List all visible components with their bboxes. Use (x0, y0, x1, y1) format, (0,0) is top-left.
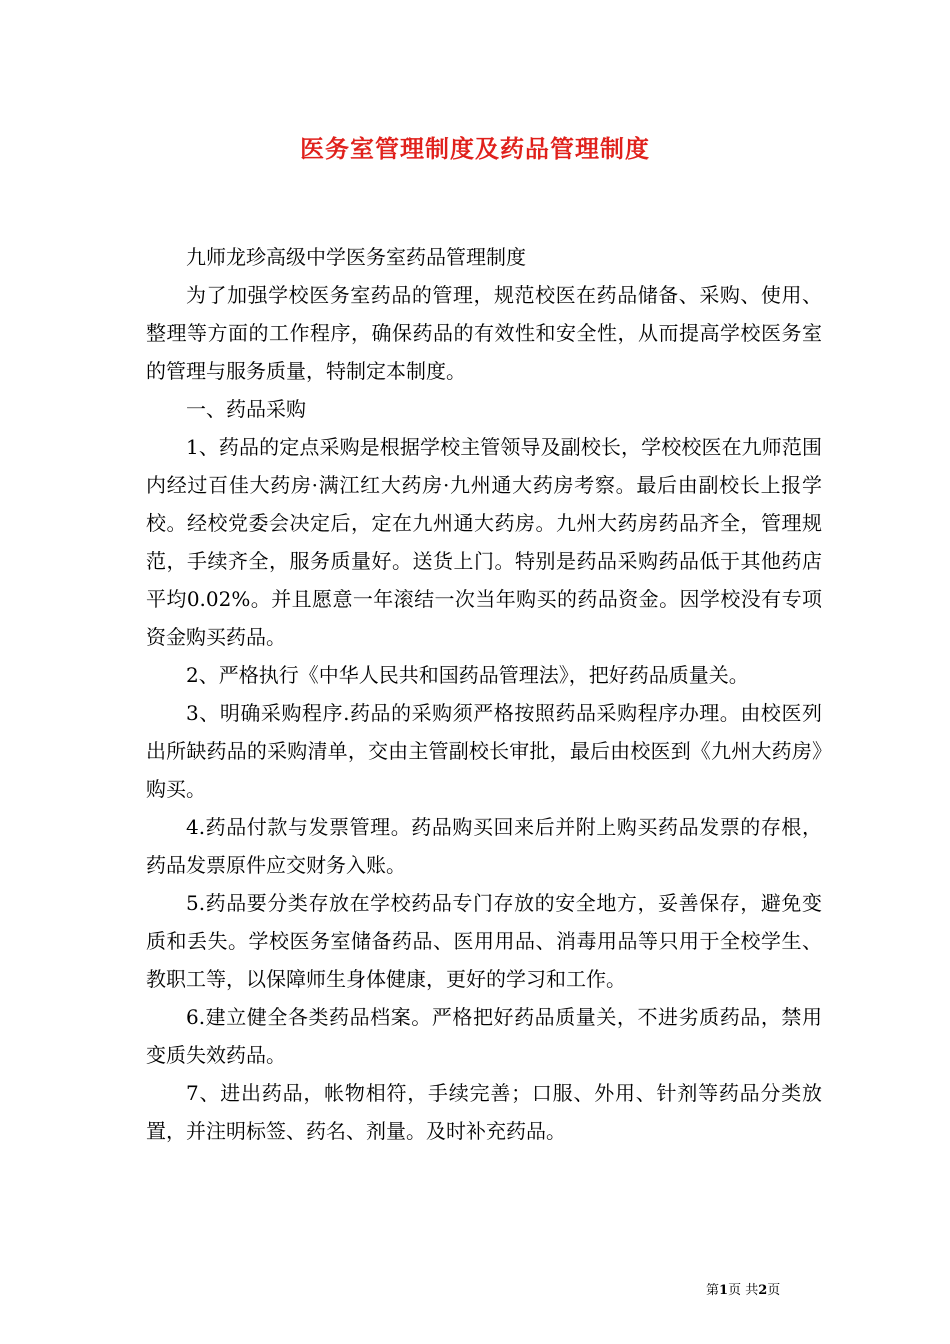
paragraph-item-2: 2、严格执行《中华人民共和国药品管理法》，把好药品质量关。 (186, 663, 749, 687)
paragraph-intro: 为了加强学校医务室药品的管理，规范校医在药品储备、采购、使用、整理等方面的工作程序，确保药品的有效性和安全性，从而提高学校医务室的管理与服务质量，特制定本制度。 (146, 283, 822, 383)
paragraph-item-6: 6.建立健全各类药品档案。严格把好药品质量关，不进劣质药品，禁用变质失效药品。 (146, 1005, 822, 1067)
footer-prefix: 第 (706, 1283, 720, 1298)
paragraph-item-1: 1、药品的定点采购是根据学校主管领导及副校长，学校校医在九师范围内经过百佳大药房·满江红大药房·九州通大药房考察。最后由副校长上报学校。经校党委会决定后，定在九州通大药房。九州大药房药品齐全，管理规范，手续齐全，服务质量好。送货上门。特别是药品采购药品低于其他药店平均0.02%。并且愿意一年滚结一次当年购买的药品资金。因学校没有专项资金购买药品。 (146, 435, 822, 649)
footer-middle: 页 共 (728, 1283, 759, 1298)
page-footer (706, 1282, 780, 1300)
footer-current-page: 1 (719, 1283, 729, 1298)
document-body (146, 238, 822, 1150)
paragraph-item-7: 7、进出药品，帐物相符，手续完善；口服、外用、针剂等药品分类放置，并注明标签、药名、剂量。及时补充药品。 (146, 1081, 822, 1143)
section-heading-procurement: 一、药品采购 (186, 397, 306, 421)
footer-total-pages: 2 (758, 1283, 768, 1298)
paragraph-subtitle: 九师龙珍高级中学医务室药品管理制度 (186, 245, 526, 269)
paragraph-item-5: 5.药品要分类存放在学校药品专门存放的安全地方，妥善保存，避免变质和丢失。学校医务室储备药品、医用用品、消毒用品等只用于全校学生、教职工等，以保障师生身体健康，更好的学习和工作。 (146, 891, 822, 991)
page-title: 医务室管理制度及药品管理制度 (300, 134, 650, 163)
paragraph-item-3: 3、明确采购程序.药品的采购须严格按照药品采购程序办理。由校医列出所缺药品的采购清单，交由主管副校长审批，最后由校医到《九州大药房》购买。 (146, 701, 822, 801)
footer-suffix: 页 (767, 1283, 781, 1298)
paragraph-item-4: 4.药品付款与发票管理。药品购买回来后并附上购买药品发票的存根，药品发票原件应交财务入账。 (146, 815, 822, 877)
